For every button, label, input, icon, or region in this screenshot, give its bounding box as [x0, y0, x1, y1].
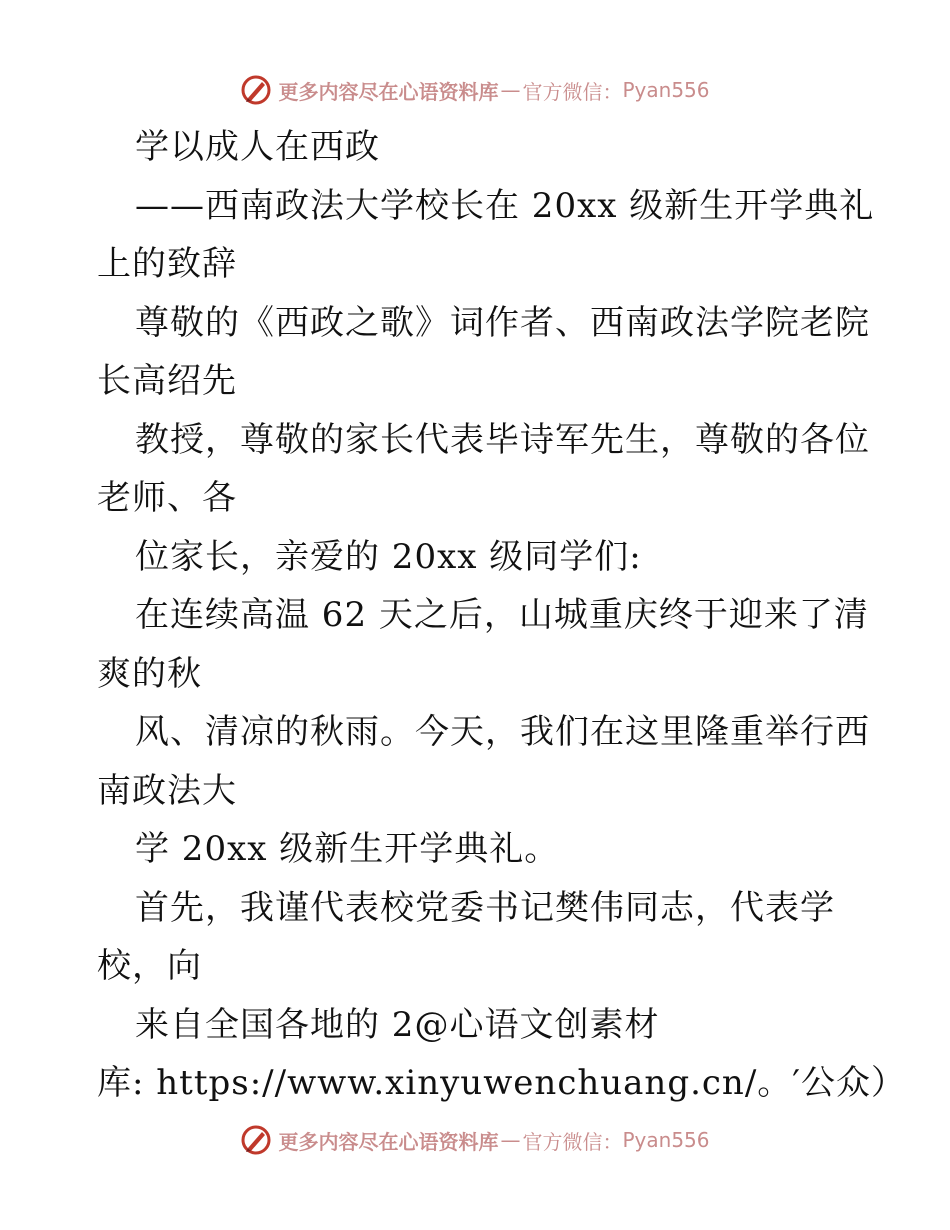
text-line: 库: https://www.xinyuwenchuang.cn/。′公众） — [97, 1063, 907, 1103]
text-line: 老师、各 — [97, 478, 237, 518]
text-line: 爽的秋 — [97, 653, 202, 694]
header-watermark — [0, 70, 950, 110]
watermark-separator: — — [500, 78, 521, 102]
text-line: 位家长，亲爱的 20xx 级同学们: — [135, 536, 642, 577]
text-line: 在连续高温 62 天之后，山城重庆终于迎来了清 — [135, 595, 869, 635]
watermark-brand: 更多内容尽在心语资料库 — [278, 1129, 499, 1154]
text-line: ——西南政法大学校长在 20xx 级新生开学典礼 — [135, 185, 875, 226]
text-line: 教授，尊敬的家长代表毕诗军先生，尊敬的各位 — [135, 419, 870, 460]
text-line: 南政法大 — [97, 770, 237, 811]
footer-watermark — [0, 1120, 950, 1160]
text-line: 上的致辞 — [97, 244, 237, 284]
watermark-wechat-id: Pyan556 — [622, 1128, 710, 1152]
text-line: 风、清凉的秋雨。今天，我们在这里隆重举行西 — [135, 712, 870, 752]
watermark-brand: 更多内容尽在心语资料库 — [278, 79, 499, 104]
text-line: 长高绍先 — [97, 361, 237, 401]
text-line: 校，向 — [97, 946, 202, 986]
watermark-wechat-label: 官方微信： — [522, 1129, 623, 1154]
watermark-separator: — — [500, 1128, 521, 1152]
watermark-wechat-id: Pyan556 — [622, 78, 710, 102]
text-line: 来自全国各地的 2@心语文创素材 — [135, 1004, 660, 1045]
text-line: 首先，我谨代表校党委书记樊伟同志，代表学 — [135, 887, 835, 928]
document-body — [97, 118, 907, 1113]
text-line: 学 20xx 级新生开学典礼。 — [135, 829, 560, 869]
quill-pen-logo-icon — [240, 74, 272, 106]
watermark-wechat-label: 官方微信： — [522, 79, 623, 104]
quill-pen-logo-icon — [240, 1124, 272, 1156]
text-line: 尊敬的《西政之歌》词作者、西南政法学院老院 — [135, 302, 870, 343]
text-line: 学以成人在西政 — [135, 127, 380, 167]
